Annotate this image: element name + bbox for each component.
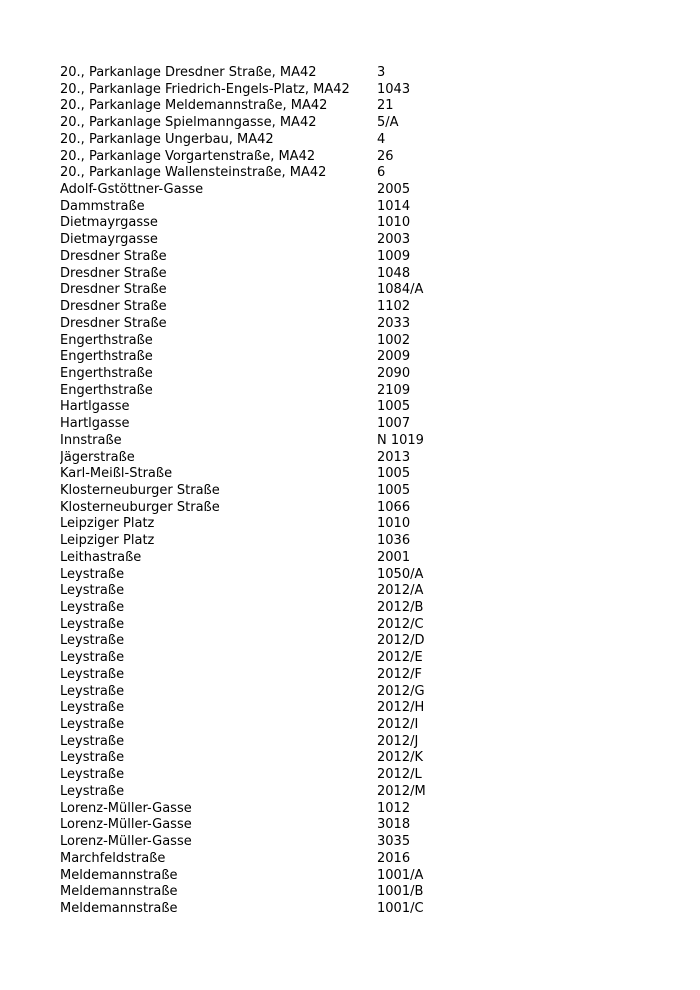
table-row — [60, 567, 660, 584]
house-number-cell: 6 — [377, 165, 386, 181]
table-row — [60, 98, 660, 115]
street-name-cell: Meldemannstraße — [60, 900, 178, 916]
house-number-cell: 1001/B — [377, 884, 424, 900]
street-name-cell: Meldemannstraße — [60, 867, 178, 883]
house-number-cell: 1050/A — [377, 566, 424, 582]
house-number-cell: 3 — [377, 65, 386, 80]
house-number-cell: 2012/G — [377, 683, 425, 699]
house-number-cell: 1084/A — [377, 282, 424, 298]
table-row — [60, 868, 660, 885]
table-row — [60, 884, 660, 901]
table-row — [60, 149, 660, 166]
table-row — [60, 717, 660, 734]
street-name-cell: Dammstraße — [60, 198, 145, 214]
house-number-cell: 2009 — [377, 349, 411, 365]
table-row — [60, 299, 660, 316]
street-name-cell: Leystraße — [60, 700, 125, 716]
house-number-cell: 1048 — [377, 265, 411, 281]
house-number-cell: 2012/M — [377, 783, 426, 799]
table-row — [60, 633, 660, 650]
house-number-cell: 2012/H — [377, 700, 425, 716]
house-number-cell: 1043 — [377, 81, 411, 97]
table-row — [60, 784, 660, 801]
table-row — [60, 266, 660, 283]
table-row — [60, 232, 660, 249]
house-number-cell: 2005 — [377, 182, 411, 198]
table-row — [60, 767, 660, 784]
street-name-cell: 20., Parkanlage Vorgartenstraße, MA42 — [60, 148, 316, 164]
street-name-cell: Lorenz-Müller-Gasse — [60, 800, 192, 816]
house-number-cell: 1001/C — [377, 900, 424, 916]
table-row — [60, 383, 660, 400]
street-name-cell: Leipziger Platz — [60, 533, 155, 549]
house-number-cell: 2012/J — [377, 733, 419, 749]
street-name-cell: Leystraße — [60, 683, 125, 699]
house-number-cell: 2012/D — [377, 633, 425, 649]
house-number-cell: 2012/C — [377, 616, 424, 632]
street-name-cell: Dresdner Straße — [60, 315, 167, 331]
table-row — [60, 500, 660, 517]
street-name-cell: Leystraße — [60, 600, 125, 615]
house-number-cell: 1001/A — [377, 867, 424, 883]
street-name-cell: Klosterneuburger Straße — [60, 482, 220, 498]
house-number-cell: 3035 — [377, 834, 411, 850]
table-row — [60, 165, 660, 182]
street-name-cell: Dresdner Straße — [60, 265, 167, 281]
street-name-cell: Klosterneuburger Straße — [60, 499, 220, 515]
street-name-cell: 20., Parkanlage Meldemannstraße, MA42 — [60, 98, 328, 114]
table-row — [60, 82, 660, 99]
table-row — [60, 817, 660, 834]
house-number-cell: 1102 — [377, 299, 411, 315]
table-row — [60, 516, 660, 533]
address-table — [60, 65, 660, 918]
table-row — [60, 433, 660, 450]
house-number-cell: 1009 — [377, 248, 411, 264]
table-row — [60, 700, 660, 717]
street-name-cell: Dresdner Straße — [60, 299, 167, 315]
house-number-cell: 2012/I — [377, 717, 419, 733]
house-number-cell: 2001 — [377, 549, 411, 565]
table-row — [60, 132, 660, 149]
table-row — [60, 550, 660, 567]
table-row — [60, 215, 660, 232]
street-name-cell: 20., Parkanlage Wallensteinstraße, MA42 — [60, 165, 327, 181]
house-number-cell: 1036 — [377, 533, 411, 549]
house-number-cell: 2012/A — [377, 583, 424, 599]
street-name-cell: Engerthstraße — [60, 365, 153, 381]
table-row — [60, 851, 660, 868]
table-row — [60, 750, 660, 767]
table-row — [60, 684, 660, 701]
house-number-cell: 1005 — [377, 482, 411, 498]
table-row — [60, 182, 660, 199]
house-number-cell: 2090 — [377, 365, 411, 381]
street-name-cell: Marchfeldstraße — [60, 850, 166, 866]
street-name-cell: Leithastraße — [60, 549, 142, 565]
street-name-cell: 20., Parkanlage Spielmanngasse, MA42 — [60, 115, 317, 131]
house-number-cell: 1002 — [377, 332, 411, 348]
street-name-cell: 20., Parkanlage Friedrich-Engels-Platz, MA42 — [60, 81, 350, 97]
street-name-cell: Adolf-Gstöttner-Gasse — [60, 182, 204, 198]
table-row — [60, 600, 660, 617]
street-name-cell: Dietmayrgasse — [60, 215, 158, 231]
street-name-cell: Leystraße — [60, 750, 125, 766]
street-name-cell: Innstraße — [60, 432, 122, 448]
table-row — [60, 667, 660, 684]
table-row — [60, 533, 660, 550]
house-number-cell: 1014 — [377, 198, 411, 214]
table-row — [60, 249, 660, 266]
street-name-cell: Leystraße — [60, 583, 125, 599]
house-number-cell: 2033 — [377, 315, 411, 331]
street-name-cell: Engerthstraße — [60, 332, 153, 348]
house-number-cell: 1007 — [377, 416, 411, 432]
table-row — [60, 349, 660, 366]
house-number-cell: 1005 — [377, 399, 411, 415]
table-row — [60, 115, 660, 132]
street-name-cell: 20., Parkanlage Dresdner Straße, MA42 — [60, 65, 317, 80]
house-number-cell: 2109 — [377, 382, 411, 398]
house-number-cell: 2013 — [377, 449, 411, 465]
house-number-cell: 1012 — [377, 800, 411, 816]
table-row — [60, 333, 660, 350]
table-row — [60, 650, 660, 667]
street-name-cell: Leystraße — [60, 616, 125, 632]
street-name-cell: Leystraße — [60, 566, 125, 582]
table-row — [60, 466, 660, 483]
street-name-cell: 20., Parkanlage Ungerbau, MA42 — [60, 131, 274, 147]
street-name-cell: Hartlgasse — [60, 399, 130, 415]
house-number-cell: 1010 — [377, 516, 411, 532]
house-number-cell: 2012/B — [377, 600, 424, 615]
table-row — [60, 399, 660, 416]
house-number-cell: 21 — [377, 98, 394, 114]
street-name-cell: Dresdner Straße — [60, 248, 167, 264]
table-row — [60, 583, 660, 600]
table-row — [60, 199, 660, 216]
table-row — [60, 282, 660, 299]
street-name-cell: Dresdner Straße — [60, 282, 167, 298]
table-row — [60, 834, 660, 851]
table-row — [60, 734, 660, 751]
house-number-cell: N 1019 — [377, 432, 424, 448]
house-number-cell: 2012/L — [377, 767, 422, 783]
house-number-cell: 26 — [377, 148, 394, 164]
street-name-cell: Leystraße — [60, 633, 125, 649]
street-name-cell: Leystraße — [60, 650, 125, 666]
table-row — [60, 416, 660, 433]
street-name-cell: Leipziger Platz — [60, 516, 155, 532]
table-row — [60, 316, 660, 333]
street-name-cell: Karl-Meißl-Straße — [60, 466, 173, 482]
street-name-cell: Engerthstraße — [60, 382, 153, 398]
table-row — [60, 801, 660, 818]
house-number-cell: 4 — [377, 131, 386, 147]
street-name-cell: Meldemannstraße — [60, 884, 178, 900]
street-name-cell: Leystraße — [60, 666, 125, 682]
street-name-cell: Leystraße — [60, 767, 125, 783]
street-name-cell: Lorenz-Müller-Gasse — [60, 817, 192, 833]
table-row — [60, 65, 660, 82]
street-name-cell: Dietmayrgasse — [60, 232, 158, 248]
house-number-cell: 2012/F — [377, 666, 422, 682]
house-number-cell: 5/A — [377, 115, 399, 131]
street-name-cell: Leystraße — [60, 717, 125, 733]
street-name-cell: Jägerstraße — [60, 449, 135, 465]
house-number-cell: 2016 — [377, 850, 411, 866]
table-row — [60, 450, 660, 467]
house-number-cell: 2003 — [377, 232, 411, 248]
house-number-cell: 2012/K — [377, 750, 423, 766]
house-number-cell: 1010 — [377, 215, 411, 231]
street-name-cell: Hartlgasse — [60, 416, 130, 432]
house-number-cell: 1066 — [377, 499, 411, 515]
street-name-cell: Leystraße — [60, 783, 125, 799]
street-name-cell: Leystraße — [60, 733, 125, 749]
table-row — [60, 617, 660, 634]
house-number-cell: 1005 — [377, 466, 411, 482]
table-row — [60, 366, 660, 383]
house-number-cell: 3018 — [377, 817, 411, 833]
table-row — [60, 483, 660, 500]
street-name-cell: Lorenz-Müller-Gasse — [60, 834, 192, 850]
street-name-cell: Engerthstraße — [60, 349, 153, 365]
table-row — [60, 901, 660, 918]
house-number-cell: 2012/E — [377, 650, 423, 666]
